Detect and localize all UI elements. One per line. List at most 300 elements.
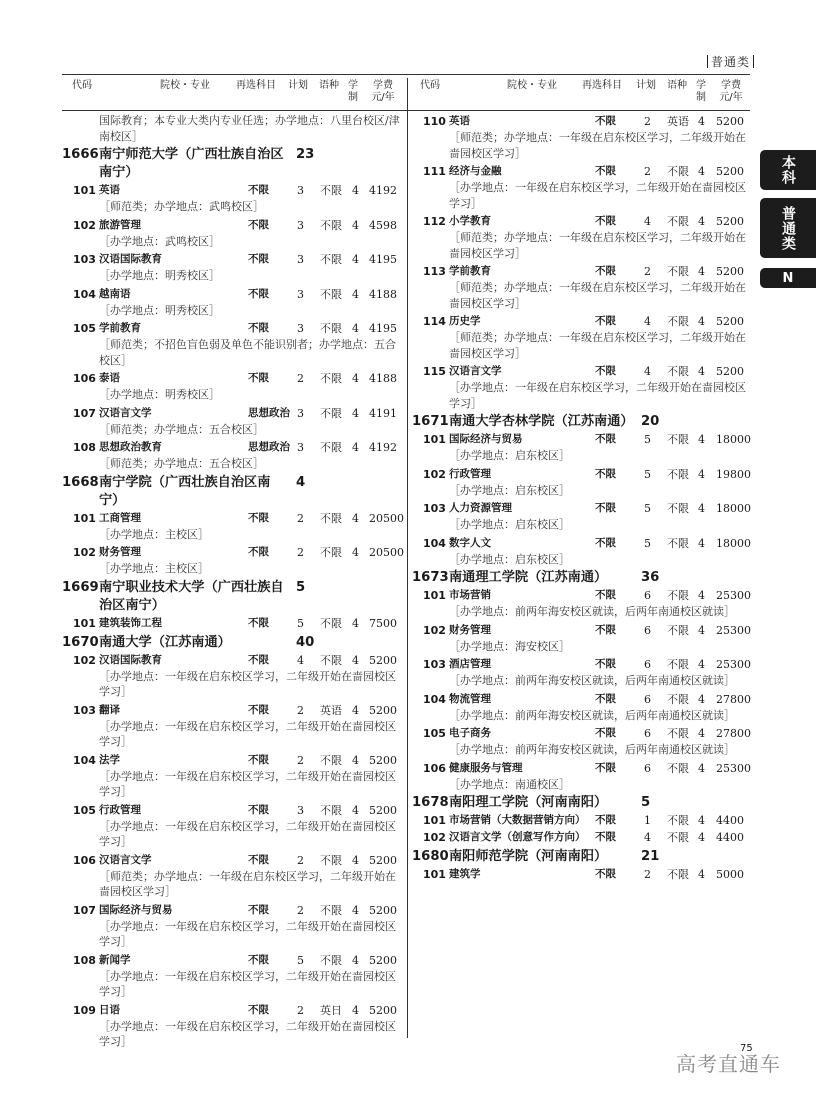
major-years: 4 xyxy=(352,287,359,301)
school-name: 南宁职业技术大学（广西壮族自治区南宁） xyxy=(99,579,284,613)
major-name: 人力资源管理 xyxy=(449,502,512,514)
major-fee: 19800 xyxy=(716,467,751,481)
major-entry xyxy=(62,217,407,250)
major-language: 不限 xyxy=(320,803,342,817)
major-row xyxy=(62,802,407,819)
major-code: 101 xyxy=(73,184,96,197)
major-fee: 20500 xyxy=(369,511,404,525)
major-subject: 不限 xyxy=(248,184,269,196)
major-name: 学前教育 xyxy=(99,322,141,334)
major-entry xyxy=(412,363,752,411)
major-language: 不限 xyxy=(320,903,342,917)
major-note: ［办学地点：一年级在启东校区学习，二年级开始在啬园校区学习］ xyxy=(449,181,746,210)
major-name: 日语 xyxy=(99,1003,120,1016)
major-plan: 1 xyxy=(644,814,651,827)
right-column xyxy=(412,113,752,883)
school-name: 南通大学杏林学院（江苏南通） xyxy=(449,414,634,429)
major-code: 102 xyxy=(423,467,446,481)
page-category-header xyxy=(704,53,757,70)
major-note: ［办学地点：一年级在启东校区学习，二年级开始在啬园校区学习］ xyxy=(99,919,396,948)
major-entry xyxy=(62,510,407,543)
major-name: 汉语国际教育 xyxy=(99,653,162,666)
major-language: 英语 xyxy=(667,115,689,128)
major-code: 101 xyxy=(423,814,446,827)
major-name: 泰语 xyxy=(99,372,120,384)
major-row xyxy=(412,500,752,517)
major-row xyxy=(62,370,407,387)
major-row xyxy=(62,615,407,632)
major-fee: 5200 xyxy=(716,115,744,128)
major-fee: 4195 xyxy=(369,253,397,266)
major-note: ［办学地点：启东校区］ xyxy=(449,449,570,462)
major-subject: 不限 xyxy=(595,215,616,227)
major-row xyxy=(412,313,752,330)
school-code: 1670 xyxy=(62,634,99,650)
major-plan: 3 xyxy=(297,803,304,817)
major-language: 不限 xyxy=(667,365,689,378)
header-rule xyxy=(62,110,750,111)
major-subject: 不限 xyxy=(595,265,616,277)
school-name: 南通理工学院（江苏南通） xyxy=(449,570,608,585)
major-code: 105 xyxy=(423,727,446,740)
major-name: 法学 xyxy=(99,753,120,766)
major-years: 4 xyxy=(352,653,359,667)
major-name: 小学教育 xyxy=(449,215,491,227)
major-entry xyxy=(62,182,407,215)
major-language: 不限 xyxy=(667,215,689,228)
major-entry xyxy=(62,702,407,750)
major-language: 不限 xyxy=(667,315,689,328)
major-entry xyxy=(62,320,407,368)
major-years: 4 xyxy=(352,406,359,420)
header-subject: 再选科目 xyxy=(582,80,622,91)
major-years: 4 xyxy=(698,502,705,515)
major-years: 4 xyxy=(698,589,705,602)
major-fee: 4195 xyxy=(369,322,397,335)
major-note: ［办学地点：一年级在启东校区学习，二年级开始在啬园校区学习］ xyxy=(99,1019,396,1048)
major-plan: 2 xyxy=(297,903,304,917)
major-years: 4 xyxy=(352,903,359,917)
major-fee: 5200 xyxy=(716,215,744,228)
major-years: 4 xyxy=(698,433,705,446)
major-subject: 不限 xyxy=(595,868,616,880)
watermark-text: 高考直通车 xyxy=(676,1052,781,1076)
major-subject: 不限 xyxy=(595,165,616,177)
major-entry xyxy=(62,370,407,403)
major-row xyxy=(412,691,752,708)
major-years: 4 xyxy=(698,831,705,844)
school-heading xyxy=(412,794,752,812)
major-plan: 5 xyxy=(297,953,304,967)
major-note: ［办学地点：前两年海安校区就读，后两年南通校区就读］ xyxy=(449,605,735,618)
major-fee: 5200 xyxy=(716,315,744,328)
major-years: 4 xyxy=(698,365,705,378)
header-fee: 学费元/年 xyxy=(371,80,395,103)
school-heading xyxy=(62,579,407,615)
major-name: 经济与金融 xyxy=(449,165,502,177)
major-subject: 不限 xyxy=(248,253,269,265)
major-fee: 4188 xyxy=(369,372,397,385)
major-code: 108 xyxy=(73,441,96,454)
major-fee: 5200 xyxy=(716,265,744,278)
major-row xyxy=(412,213,752,230)
major-row xyxy=(62,217,407,234)
major-years: 4 xyxy=(352,953,359,967)
school-heading xyxy=(62,474,407,510)
major-fee: 5200 xyxy=(369,853,397,867)
major-language: 不限 xyxy=(320,406,342,420)
major-years: 4 xyxy=(698,315,705,328)
major-note: ［师范类；办学地点：五合校区］ xyxy=(99,457,264,470)
major-name: 汉语言文学 xyxy=(449,365,502,377)
major-note: ［师范类；办学地点：武鸣校区］ xyxy=(99,200,264,213)
header-language: 语种 xyxy=(319,80,339,91)
major-code: 108 xyxy=(73,953,96,967)
major-code: 101 xyxy=(423,589,446,602)
side-tab-label: N xyxy=(782,270,794,286)
header-plan: 计划 xyxy=(636,80,656,91)
major-note: ［师范类；办学地点：一年级在启东校区学习，二年级开始在啬园校区学习］ xyxy=(449,231,746,260)
major-language: 不限 xyxy=(667,761,689,775)
major-row xyxy=(62,702,407,719)
major-entry xyxy=(62,286,407,319)
major-plan: 2 xyxy=(644,165,651,178)
major-name: 汉语言文学 xyxy=(99,406,152,419)
major-subject: 不限 xyxy=(248,1003,269,1016)
major-row xyxy=(62,439,407,456)
page-number: 75 xyxy=(740,1043,753,1054)
major-code: 115 xyxy=(423,365,446,378)
major-language: 不限 xyxy=(320,184,342,197)
major-language: 英日 xyxy=(320,1003,342,1017)
major-plan: 4 xyxy=(644,831,651,844)
major-subject: 不限 xyxy=(248,546,269,558)
major-subject: 不限 xyxy=(248,287,269,300)
school-name: 南通大学（江苏南通） xyxy=(99,634,231,650)
header-plan: 计划 xyxy=(288,80,308,91)
major-entry xyxy=(412,213,752,261)
major-row xyxy=(412,535,752,552)
major-language: 不限 xyxy=(667,467,689,481)
school-name: 南宁学院（广西壮族自治区南宁） xyxy=(99,474,271,508)
major-subject: 不限 xyxy=(248,753,269,766)
major-entry xyxy=(62,405,407,438)
major-entry xyxy=(62,615,407,632)
major-years: 4 xyxy=(352,184,359,197)
major-plan: 6 xyxy=(644,589,651,602)
major-entry xyxy=(412,113,752,161)
major-note: ［办学地点：前两年海安校区就读，后两年南通校区就读］ xyxy=(449,708,735,722)
major-name: 汉语国际教育 xyxy=(99,253,162,265)
major-subject: 不限 xyxy=(595,814,616,826)
left-column xyxy=(62,113,407,1052)
major-entry xyxy=(62,1002,407,1050)
school-code: 1669 xyxy=(62,579,99,595)
major-language: 不限 xyxy=(667,589,689,602)
major-subject: 不限 xyxy=(595,589,616,601)
major-name: 市场营销（大数据营销方向） xyxy=(449,814,586,826)
major-fee: 27800 xyxy=(716,692,751,706)
major-name: 酒店管理 xyxy=(449,658,491,670)
major-code: 103 xyxy=(73,703,96,717)
major-name: 健康服务与管理 xyxy=(449,761,523,774)
major-subject: 不限 xyxy=(595,365,616,377)
major-note: ［办学地点：启东校区］ xyxy=(449,483,570,497)
major-code: 109 xyxy=(73,1003,96,1017)
major-plan: 5 xyxy=(644,467,651,481)
side-tab-undergrad[interactable] xyxy=(760,150,816,190)
major-note: ［办学地点：主校区］ xyxy=(99,562,209,575)
major-fee: 27800 xyxy=(716,727,751,740)
major-name: 国际经济与贸易 xyxy=(99,903,173,916)
school-name: 南阳理工学院（河南南阳） xyxy=(449,795,608,810)
major-plan: 4 xyxy=(297,653,304,667)
major-plan: 3 xyxy=(297,184,304,197)
header-code: 代码 xyxy=(420,80,440,91)
major-code: 102 xyxy=(423,623,446,637)
major-plan: 6 xyxy=(644,692,651,706)
school-total: 40 xyxy=(296,634,315,650)
major-years: 4 xyxy=(352,253,359,266)
major-code: 104 xyxy=(73,753,96,767)
major-subject: 不限 xyxy=(248,322,269,334)
major-name: 思想政治教育 xyxy=(99,441,162,453)
major-entry xyxy=(412,163,752,211)
major-fee: 5200 xyxy=(369,953,397,967)
major-fee: 4188 xyxy=(369,287,397,301)
major-row xyxy=(62,902,407,919)
major-subject: 思想政治 xyxy=(248,441,290,453)
major-row xyxy=(62,251,407,268)
major-fee: 25300 xyxy=(716,623,751,637)
major-plan: 3 xyxy=(297,322,304,335)
major-note: ［办学地点：明秀校区］ xyxy=(99,388,220,401)
major-row xyxy=(62,510,407,527)
major-entry xyxy=(62,544,407,577)
major-plan: 2 xyxy=(297,546,304,559)
major-code: 104 xyxy=(423,692,446,706)
major-subject: 不限 xyxy=(595,831,616,843)
major-entry xyxy=(412,263,752,311)
major-language: 不限 xyxy=(667,692,689,706)
major-language: 不限 xyxy=(320,372,342,385)
school-name: 南宁师范大学（广西壮族自治区南宁） xyxy=(99,147,284,180)
major-name: 行政管理 xyxy=(449,467,491,480)
major-language: 不限 xyxy=(320,616,342,630)
header-school-major: 院校・专业 xyxy=(160,80,210,91)
header-fee: 学费元/年 xyxy=(719,80,743,103)
major-code: 111 xyxy=(423,165,446,178)
major-row xyxy=(412,466,752,483)
major-years: 4 xyxy=(352,511,359,525)
major-name: 新闻学 xyxy=(99,953,131,966)
major-code: 101 xyxy=(73,511,96,525)
major-row xyxy=(412,812,752,829)
major-plan: 5 xyxy=(644,433,651,446)
major-fee: 25300 xyxy=(716,761,751,775)
major-row xyxy=(62,182,407,199)
major-years: 4 xyxy=(352,372,359,385)
major-row xyxy=(412,431,752,448)
major-name: 建筑装饰工程 xyxy=(99,616,162,629)
major-years: 4 xyxy=(698,265,705,278)
major-language: 不限 xyxy=(667,165,689,178)
major-row xyxy=(412,113,752,130)
major-entry xyxy=(412,866,752,883)
major-plan: 3 xyxy=(297,218,304,232)
major-note: ［办学地点：一年级在启东校区学习，二年级开始在啬园校区学习］ xyxy=(449,381,746,410)
major-fee: 5200 xyxy=(369,1003,397,1017)
major-plan: 2 xyxy=(297,511,304,525)
major-plan: 3 xyxy=(297,253,304,266)
major-entry xyxy=(412,656,752,689)
school-total: 36 xyxy=(641,570,660,585)
major-code: 101 xyxy=(423,868,446,881)
major-subject: 不限 xyxy=(595,623,616,636)
major-plan: 2 xyxy=(644,265,651,278)
school-heading xyxy=(412,569,752,587)
school-heading xyxy=(62,634,407,652)
major-note: ［办学地点：启东校区］ xyxy=(449,518,570,531)
major-note: ［办学地点：一年级在启东校区学习，二年级开始在啬园校区学习］ xyxy=(99,769,396,798)
header-school-major: 院校・专业 xyxy=(507,80,557,91)
major-code: 102 xyxy=(73,546,96,559)
major-fee: 18000 xyxy=(716,433,751,446)
major-fee: 25300 xyxy=(716,589,751,602)
side-tab-letter[interactable] xyxy=(760,268,816,288)
major-subject: 不限 xyxy=(248,218,269,231)
major-subject: 不限 xyxy=(248,903,269,916)
major-fee: 5200 xyxy=(716,365,744,378)
major-subject: 不限 xyxy=(595,761,616,774)
major-years: 4 xyxy=(698,761,705,775)
header-subject: 再选科目 xyxy=(236,80,276,91)
major-entry xyxy=(62,852,407,900)
major-entry xyxy=(62,802,407,850)
school-code: 1673 xyxy=(412,570,449,585)
major-years: 4 xyxy=(352,546,359,559)
major-fee: 5200 xyxy=(369,753,397,767)
major-years: 4 xyxy=(352,703,359,717)
major-name: 学前教育 xyxy=(449,265,491,277)
school-total: 20 xyxy=(641,414,660,429)
major-name: 越南语 xyxy=(99,287,131,300)
major-code: 102 xyxy=(73,218,96,232)
category-label: 普通类 xyxy=(711,55,751,69)
major-language: 不限 xyxy=(320,853,342,867)
major-fee: 4192 xyxy=(369,184,397,197)
major-code: 107 xyxy=(73,903,96,917)
major-plan: 6 xyxy=(644,761,651,775)
major-years: 4 xyxy=(698,215,705,228)
major-name: 工商管理 xyxy=(99,511,141,524)
major-subject: 不限 xyxy=(595,115,616,127)
major-subject: 不限 xyxy=(248,653,269,666)
major-name: 汉语言文学 xyxy=(99,853,152,866)
top-rule xyxy=(62,74,750,75)
major-language: 不限 xyxy=(320,322,342,335)
major-years: 4 xyxy=(352,1003,359,1017)
major-fee: 5200 xyxy=(369,803,397,817)
major-code: 103 xyxy=(73,253,96,266)
major-entry xyxy=(412,812,752,829)
major-note: ［办学地点：主校区］ xyxy=(99,527,209,541)
major-note: ［师范类；办学地点：一年级在启东校区学习，二年级开始在啬园校区学习］ xyxy=(449,331,746,360)
major-years: 4 xyxy=(352,441,359,454)
major-code: 101 xyxy=(73,616,96,630)
major-name: 建筑学 xyxy=(449,868,481,880)
major-row xyxy=(412,163,752,180)
major-entry xyxy=(62,439,407,472)
major-code: 107 xyxy=(73,406,96,420)
major-subject: 不限 xyxy=(595,315,616,327)
major-note: ［办学地点：明秀校区］ xyxy=(99,269,220,282)
major-row xyxy=(62,405,407,422)
major-subject: 不限 xyxy=(248,511,269,524)
major-name: 历史学 xyxy=(449,315,481,327)
major-entry xyxy=(412,829,752,846)
major-entry xyxy=(412,622,752,655)
school-code: 1680 xyxy=(412,849,449,864)
major-entry xyxy=(62,752,407,800)
header-years: 学制 xyxy=(696,80,706,103)
major-entry xyxy=(412,725,752,758)
major-code: 102 xyxy=(423,831,446,844)
school-heading xyxy=(412,413,752,431)
major-fee: 5000 xyxy=(716,868,744,881)
side-tab-general[interactable] xyxy=(760,198,816,258)
major-entry xyxy=(412,431,752,464)
school-heading xyxy=(62,146,407,182)
major-entry xyxy=(62,251,407,284)
major-note: ［办学地点：启东校区］ xyxy=(449,552,570,566)
school-code: 1678 xyxy=(412,795,449,810)
major-code: 112 xyxy=(423,215,446,228)
major-row xyxy=(62,286,407,303)
major-name: 市场营销 xyxy=(449,589,491,601)
school-code: 1668 xyxy=(62,474,99,490)
column-divider xyxy=(407,78,408,1038)
major-name: 英语 xyxy=(99,184,120,196)
major-note: ［办学地点：一年级在启东校区学习，二年级开始在啬园校区学习］ xyxy=(99,969,396,998)
school-code: 1671 xyxy=(412,414,449,429)
major-plan: 2 xyxy=(297,372,304,385)
major-subject: 不限 xyxy=(595,536,616,549)
major-subject: 不限 xyxy=(248,703,269,716)
major-code: 102 xyxy=(73,653,96,667)
major-row xyxy=(412,866,752,883)
major-code: 106 xyxy=(423,761,446,775)
major-subject: 思想政治 xyxy=(248,406,290,419)
major-subject: 不限 xyxy=(595,727,616,739)
major-years: 4 xyxy=(698,467,705,481)
major-fee: 5200 xyxy=(369,903,397,917)
major-plan: 5 xyxy=(644,502,651,515)
major-language: 不限 xyxy=(320,287,342,301)
major-years: 4 xyxy=(698,814,705,827)
major-years: 4 xyxy=(698,868,705,881)
major-row xyxy=(412,829,752,846)
major-name: 数字人文 xyxy=(449,536,491,549)
major-fee: 5200 xyxy=(369,653,397,667)
school-name: 南阳师范学院（河南南阳） xyxy=(449,849,608,864)
major-entry xyxy=(62,652,407,700)
major-fee: 4191 xyxy=(369,406,397,420)
major-subject: 不限 xyxy=(595,433,616,445)
major-language: 不限 xyxy=(667,814,689,827)
major-years: 4 xyxy=(698,115,705,128)
major-name: 物流管理 xyxy=(449,692,491,705)
